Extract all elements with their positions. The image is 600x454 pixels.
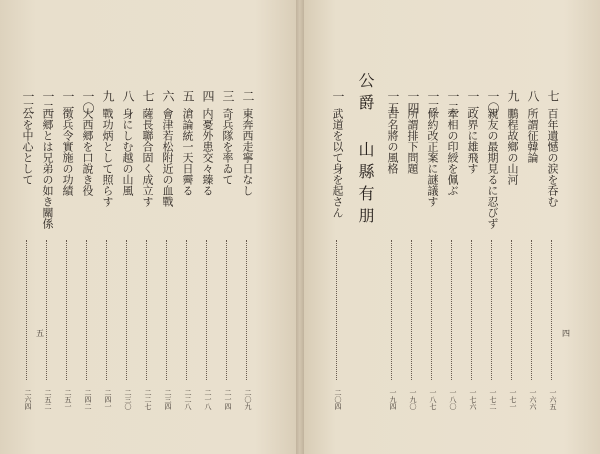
toc-entry-number: 一 <box>331 90 345 102</box>
toc-entry <box>405 90 420 410</box>
toc-entry-page: 一八〇 <box>449 389 457 410</box>
toc-entry-title: 奇兵隊を率ゐて <box>221 108 234 185</box>
toc-entry-title: 公を中心として <box>21 108 34 185</box>
toc-entry-number: 四 <box>201 90 215 102</box>
toc-entry-title: 西郷とは兄弟の如き關係 <box>41 108 54 229</box>
leader-dots <box>491 240 492 380</box>
leader-dots <box>336 240 337 380</box>
toc-entry-title: 親友の最期見るに忍びず <box>486 108 499 229</box>
toc-entry-number: 一二 <box>41 90 55 114</box>
toc-entry <box>40 90 55 410</box>
toc-entry-title: 身にしむ越の山風 <box>121 108 134 196</box>
leader-dots <box>146 240 147 380</box>
toc-entry <box>240 90 255 410</box>
toc-entry <box>425 90 440 410</box>
toc-entry-number: 八 <box>121 90 135 102</box>
toc-entry <box>120 90 135 410</box>
toc-entry-title: 内憂外患交々臻る <box>201 108 214 196</box>
toc-entry-page: 一六六 <box>529 389 537 410</box>
leader-dots <box>26 240 27 380</box>
toc-entry-page: 二〇四 <box>334 389 342 410</box>
chapter-title: 公爵 山縣有朋 <box>356 72 375 229</box>
toc-entry-page: 一七六 <box>469 389 477 410</box>
toc-entry-title: 古名將の風格 <box>386 108 399 174</box>
leader-dots <box>226 240 227 380</box>
toc-entry <box>160 90 175 410</box>
toc-entry <box>220 90 235 410</box>
toc-entry-title: 所謂征韓論 <box>526 108 539 163</box>
toc-entry-number: 一四 <box>406 90 420 114</box>
toc-entry-number: 一〇 <box>486 90 500 114</box>
toc-entry-number: 八 <box>526 90 540 102</box>
leader-dots <box>391 240 392 380</box>
toc-entry-title: 政界に雄飛す <box>466 108 479 174</box>
leader-dots <box>431 240 432 380</box>
leader-dots <box>471 240 472 380</box>
toc-entry-number: 三 <box>221 90 235 102</box>
book-gutter <box>296 0 304 454</box>
toc-entry-title: 大西郷を口說き役 <box>81 108 94 196</box>
toc-entry-number: 一一 <box>61 90 75 114</box>
toc-entry-page: 一七一 <box>509 389 517 410</box>
page-folio: 四 <box>562 329 570 338</box>
toc-entry <box>140 90 155 410</box>
toc-entry-title: 條約改正案に謎議す <box>426 108 439 207</box>
toc-entry-number: 一三 <box>21 90 35 114</box>
leader-dots <box>46 240 47 380</box>
toc-entry <box>505 90 520 410</box>
toc-entry-number: 二 <box>241 90 255 102</box>
toc-entry-page: 二一八 <box>204 389 212 410</box>
leader-dots <box>531 240 532 380</box>
toc-entry-number: 一一 <box>466 90 480 114</box>
leader-dots <box>451 240 452 380</box>
leader-dots <box>511 240 512 380</box>
toc-entry-number: 七 <box>141 90 155 102</box>
toc-entry-page: 二四一 <box>104 389 112 410</box>
toc-entry-number: 五 <box>181 90 195 102</box>
leader-dots <box>411 240 412 380</box>
toc-entry <box>180 90 195 410</box>
leader-dots <box>86 240 87 380</box>
toc-entry <box>465 90 480 410</box>
toc-entry-page: 二〇九 <box>244 389 252 410</box>
toc-entry-title: 牽相の印綬を佩ぶ <box>446 108 459 196</box>
toc-entry-number: 九 <box>506 90 520 102</box>
toc-entry <box>545 90 560 410</box>
toc-entry-number: 九 <box>101 90 115 102</box>
leader-dots <box>106 240 107 380</box>
toc-entry-page: 二四二 <box>84 389 92 410</box>
toc-entry-title: 鵬程故鄉の山河 <box>506 108 519 185</box>
leader-dots <box>206 240 207 380</box>
toc-entry-number: 一五 <box>386 90 400 114</box>
toc-entry-page: 二二八 <box>184 389 192 410</box>
toc-entry-title: 徴兵令實施の功績 <box>61 108 74 196</box>
toc-entry-number: 一二 <box>446 90 460 114</box>
toc-entry-page: 一九四 <box>389 389 397 410</box>
toc-entry <box>485 90 500 410</box>
toc-entry <box>200 90 215 410</box>
toc-entry-title: 薩長聯合固く成立す <box>141 108 154 207</box>
toc-entry-title: 戰功炳として照らす <box>101 108 114 207</box>
toc-entry-page: 二一四 <box>224 389 232 410</box>
toc-entry <box>330 90 345 410</box>
leader-dots <box>186 240 187 380</box>
toc-entry-title: 武道を以て身を起さん <box>331 108 344 218</box>
toc-entry <box>445 90 460 410</box>
toc-entry <box>60 90 75 410</box>
leader-dots <box>66 240 67 380</box>
toc-entry-page: 二三四 <box>164 389 172 410</box>
toc-entry-page: 一八七 <box>429 389 437 410</box>
toc-entry-page: 二五二 <box>44 389 52 410</box>
toc-entry-title: 會津若松附近の血戰 <box>161 108 174 207</box>
toc-entry-number: 一〇 <box>81 90 95 114</box>
leader-dots <box>126 240 127 380</box>
leader-dots <box>551 240 552 380</box>
leader-dots <box>246 240 247 380</box>
toc-entry-page: 二六四 <box>24 389 32 410</box>
toc-entry <box>525 90 540 410</box>
leader-dots <box>166 240 167 380</box>
toc-entry-page: 二三〇 <box>124 389 132 410</box>
toc-entry-number: 一三 <box>426 90 440 114</box>
toc-entry-title: 東奔西走寧日なし <box>241 108 254 196</box>
toc-entry-page: 二二七 <box>144 389 152 410</box>
toc-entry-title: 百年遺憾の涙を呑む <box>546 108 559 207</box>
toc-entry-page: 一七二 <box>489 389 497 410</box>
toc-entry <box>100 90 115 410</box>
toc-entry <box>385 90 400 410</box>
toc-entry-title: 所謂排下問題 <box>406 108 419 174</box>
toc-entry-page: 一六五 <box>549 389 557 410</box>
toc-entry-page: 一九〇 <box>409 389 417 410</box>
right-page <box>300 0 600 454</box>
toc-entry-number: 六 <box>161 90 175 102</box>
toc-entry-title: 滄論統一天日霽る <box>181 108 194 196</box>
toc-entry <box>80 90 95 410</box>
toc-entry <box>20 90 35 410</box>
toc-entry-number: 七 <box>546 90 560 102</box>
toc-entry-page: 二五一 <box>64 389 72 410</box>
page-folio: 五 <box>36 329 44 338</box>
